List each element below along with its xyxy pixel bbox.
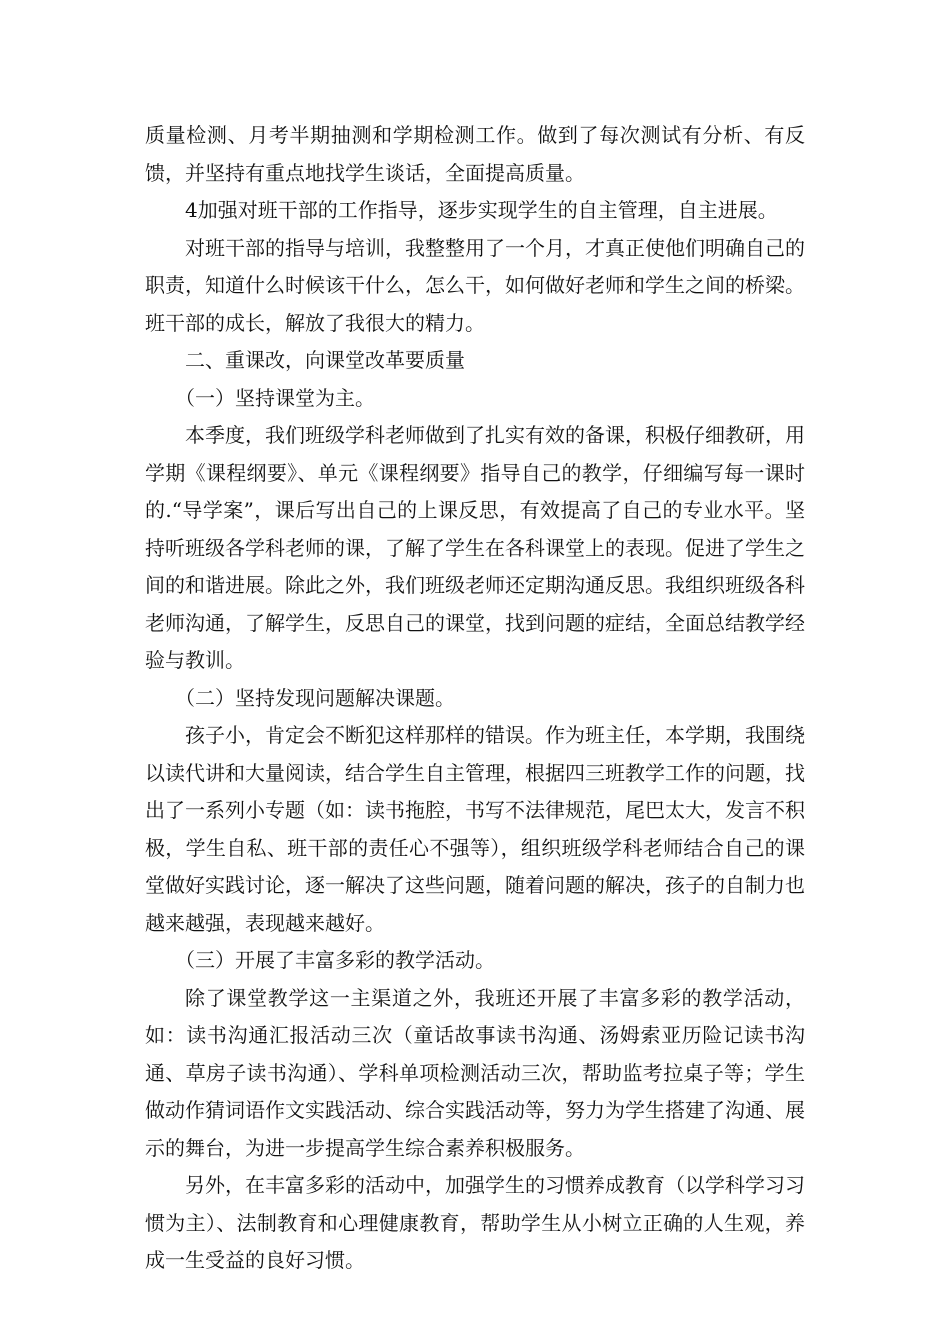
paragraph-lesson-preparation: 本季度，我们班级学科老师做到了扎实有效的备课，积极仔细教研，用学期《课程纲要》、单元《课程纲要》指导自己的教学，仔细编写每一课时的.“导学案”，课后写出自己的上课反思，有效提高了自己的专业水平。坚持听班级各学科老师的课，了解了学生在各科课堂上的表现。促进了学生之间的和谐进展。除此之外，我们班级老师还定期沟通反思。我组织班级各科老师沟通，了解学生，反思自己的课堂，找到问题的症结，全面总结教学经验与教训。	[145, 423, 805, 672]
section-heading-curriculum-reform: 二、重课改，向课堂改革要质量	[185, 348, 465, 372]
paragraph-continuation: 质量检测、月考半期抽测和学期检测工作。做到了每次测试有分析、有反馈，并坚持有重点地找学生谈话，全面提高质量。	[145, 123, 805, 185]
paragraph-class-cadre-training: 对班干部的指导与培训，我整整用了一个月，才真正使他们明确自己的职责，知道什么时候该干什么，怎么干，如何做好老师和学生之间的桥梁。班干部的成长，解放了我很大的精力。	[145, 235, 805, 335]
paragraph-habit-education: 另外，在丰富多彩的活动中，加强学生的习惯养成教育（以学科学习习惯为主）、法制教育和心理健康教育，帮助学生从小树立正确的人生观，养成一生受益的良好习惯。	[145, 1173, 805, 1272]
document-body	[145, 117, 805, 1280]
subheading-classroom-first: （一）坚持课堂为主。	[175, 385, 375, 410]
subheading-teaching-activities: （三）开展了丰富多彩的教学活动。	[175, 948, 495, 972]
paragraph-class-cadre-heading: 4加强对班干部的工作指导，逐步实现学生的自主管理，自主进展。	[185, 198, 778, 222]
paragraph-problem-topics: 孩子小，肯定会不断犯这样那样的错误。作为班主任，本学期，我围绕以读代讲和大量阅读，结合学生自主管理，根据四三班教学工作的问题，找出了一系列小专题（如：读书拖腔，书写不法律规范，尾巴太大，发言不积极，学生自私、班干部的责任心不强等），组织班级学科老师结合自己的课堂做好实践讨论，逐一解决了这些问题，随着问题的解决，孩子的自制力也越来越强，表现越来越好。	[145, 723, 805, 935]
subheading-problem-solving: （二）坚持发现问题解决课题。	[175, 685, 455, 710]
paragraph-activities-list: 除了课堂教学这一主渠道之外，我班还开展了丰富多彩的教学活动，如：读书沟通汇报活动三次（童话故事读书沟通、汤姆索亚历险记读书沟通、草房子读书沟通）、学科单项检测活动三次，帮助监考拉桌子等；学生做动作猜词语作文实践活动、综合实践活动等，努力为学生搭建了沟通、展示的舞台，为进一步提高学生综合素养积极服务。	[145, 985, 805, 1160]
